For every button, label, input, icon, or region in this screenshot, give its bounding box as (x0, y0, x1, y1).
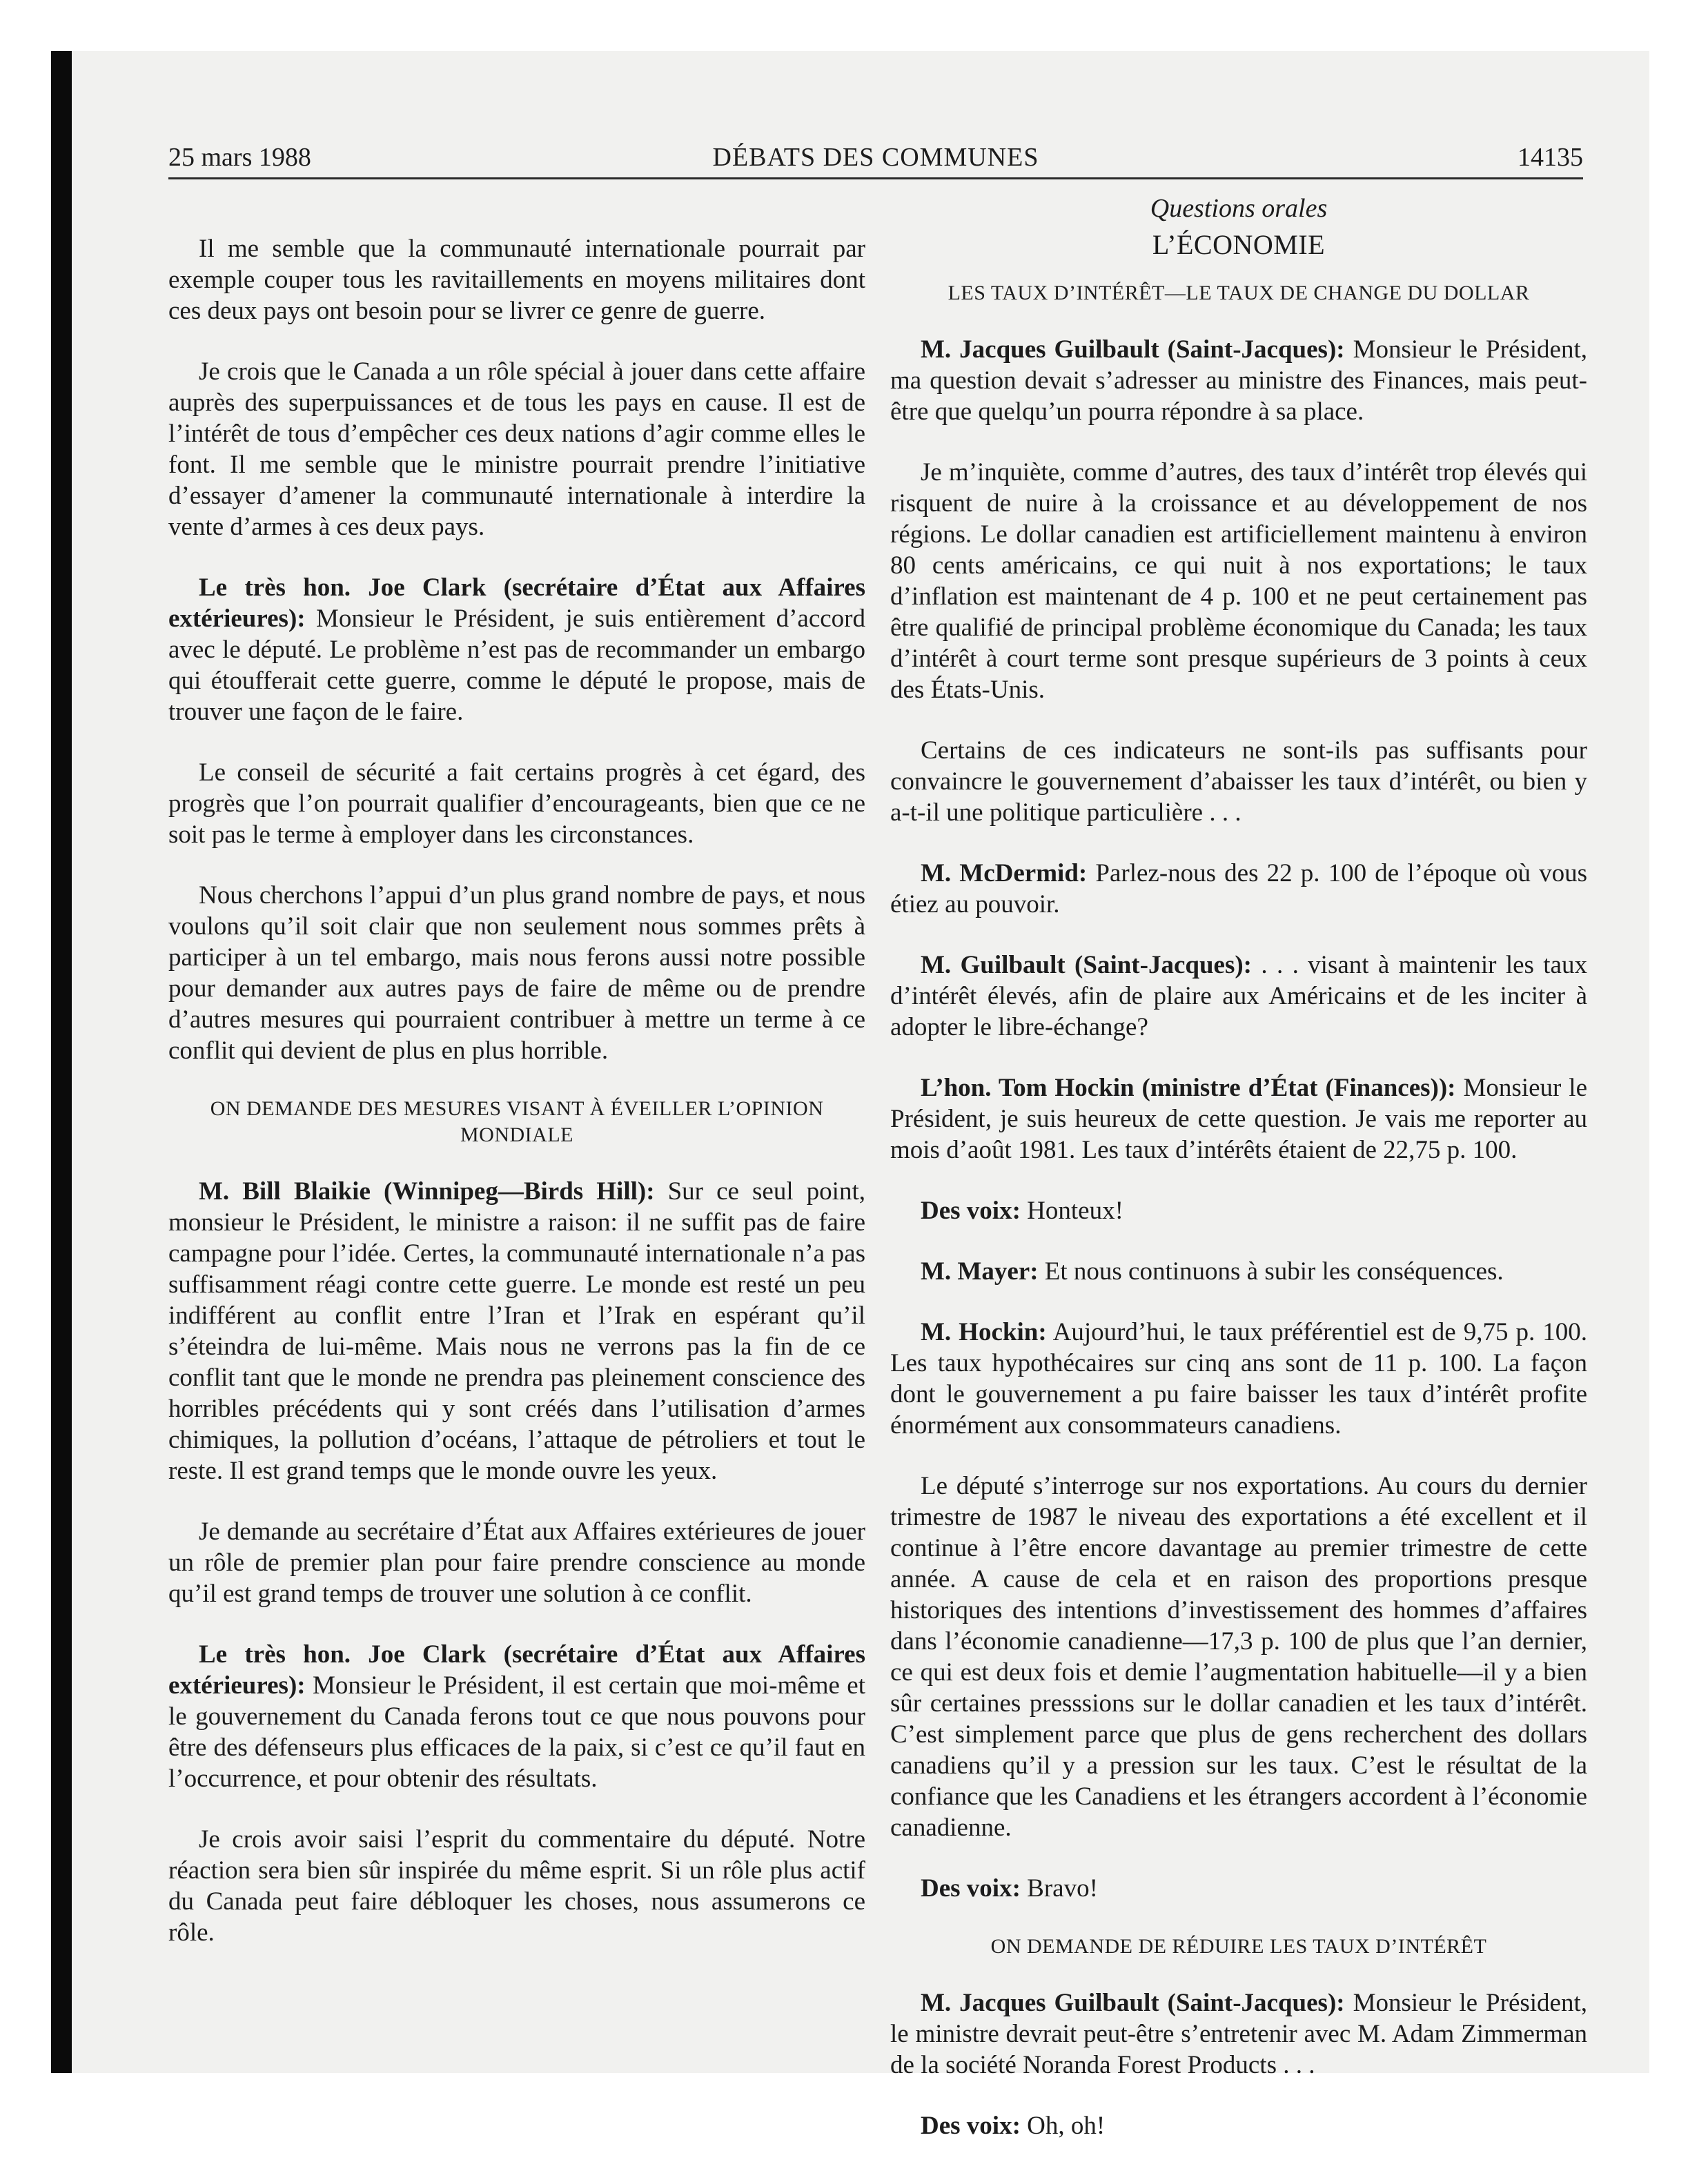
header-title: DÉBATS DES COMMUNES (712, 143, 1039, 172)
speaker-name: M. McDermid: (921, 859, 1088, 887)
speaker-name: M. Hockin: (921, 1318, 1047, 1346)
speaker-name: Des voix: (921, 1197, 1021, 1225)
paragraph: Certains de ces indicateurs ne sont-ils pas suffisants pour convaincre le gouvernement d’abaisser les taux d’intérêt, ou bien y a-t-il une politique particulière . . . (890, 736, 1587, 827)
speech-text: Sur ce seul point, monsieur le Président, le ministre a raison: il ne suffit pas de faire campagne pour l’idée. Certes, la communauté internationale n’a pas suffisamment réagi contre cette guerre. Le monde est resté un peu indifférent au conflit entre l’Iran et l’Irak en espérant qu’il s’éteindra de lui-même. Mais nous ne verrons pas la fin de ce conflit tant que le monde ne prendra pas pleinement conscience des horribles précédents qui y sont créés dans l’utilisation d’armes chimiques, la pollution d’océans, l’attaque de pétroliers et tout le reste. Il est grand temps que le monde ouvre les yeux. (168, 1177, 865, 1485)
section-title: L’ÉCONOMIE (1152, 229, 1326, 260)
paragraph (890, 1317, 1587, 1441)
paragraph: Je demande au secrétaire d’État aux Affaires extérieures de jouer un rôle de premier plan pour faire prendre conscience au monde qu’il est grand temps de trouver une solution à ce conflit. (168, 1517, 865, 1608)
paragraph (168, 572, 865, 727)
paragraph (890, 950, 1587, 1043)
paragraph (890, 1072, 1587, 1166)
subject-heading: LES TAUX D’INTÉRÊT—LE TAUX DE CHANGE DU DOLLAR (948, 282, 1530, 304)
section-label: Questions orales (1150, 194, 1328, 223)
paragraph: Je crois avoir saisi l’esprit du commentaire du député. Notre réaction sera bien sûr inspirée du même esprit. Si un rôle plus actif du Canada peut faire débloquer les choses, nous assumerons ce rôle. (168, 1825, 865, 1947)
paragraph: Il me semble que la communauté internationale pourrait par exemple couper tous les ravitaillements en moyens militaires dont ces deux pays ont besoin pour se livrer ce genre de guerre. (168, 235, 865, 325)
speaker-name: M. Guilbault (Saint-Jacques): (921, 951, 1252, 979)
paragraph: Le député s’interroge sur nos exportations. Au cours du dernier trimestre de 1987 le niveau des exportations a été excellent et il continue à l’être encore davantage au premier trimestre de cette année. A cause de cela et en raison des proportions presque historiques des intentions d’investissement des hommes d’affaires dans l’économie canadienne—17,3 p. 100 de plus que l’an dernier, ce qui est deux fois et demie l’augmentation habituelle—il y a bien sûr certaines presssions sur le dollar canadien et les taux d’intérêt. C’est simplement parce que plus de gens recherchent des dollars canadiens qu’il y a pression sur les taux. C’est le résultat de la confiance que les Canadiens et les étrangers accordent à l’économie canadienne. (890, 1472, 1587, 1842)
paragraph (890, 1987, 1587, 2081)
speaker-name: Le très hon. Joe Clark (secrétaire d’État aux Affaires extérieures): (168, 573, 865, 633)
paragraph (890, 1873, 1587, 1904)
paragraph (890, 1195, 1587, 1226)
speech-text: Parlez-nous des 22 p. 100 de l’époque où vous étiez au pouvoir. (890, 859, 1587, 918)
paragraph (168, 1176, 865, 1486)
paragraph (890, 1256, 1587, 1287)
left-column (168, 233, 865, 1978)
speech-text: Monsieur le Président, ma question devait s’adresser au ministre des Finances, mais peut-être que quelqu’un pourra répondre à sa place. (890, 335, 1587, 426)
paragraph: Le conseil de sécurité a fait certains progrès à cet égard, des progrès que l’on pourrait qualifier d’encourageants, bien que ce ne soit pas le terme à employer dans les circonstances. (168, 758, 865, 849)
speech-text: Monsieur le Président, je suis heureux de cette question. Je vais me reporter au mois d’août 1981. Les taux d’intérêts étaient de 22,75 p. 100. (890, 1074, 1588, 1164)
speech-text: Honteux! (1020, 1197, 1123, 1225)
speech-text: . . . visant à maintenir les taux d’intérêt élevés, afin de plaire aux Américains et de les inciter à adopter le libre-échange? (890, 951, 1587, 1041)
right-column (890, 192, 1587, 2171)
speech-text: Et nous continuons à subir les conséquences. (1038, 1257, 1504, 1286)
speaker-name: Le très hon. Joe Clark (secrétaire d’État aux Affaires extérieures): (168, 1640, 865, 1700)
speaker-name: Des voix: (921, 2112, 1021, 2140)
page-header (168, 138, 1583, 177)
paragraph: Nous cherchons l’appui d’un plus grand nombre de pays, et nous voulons qu’il soit clair que non seulement nous sommes prêts à participer à un tel embargo, mais nous ferons aussi notre possible pour demander aux autres pays de faire de même ou de prendre d’autres mesures qui pourraient contribuer à mettre un terme à ce conflit qui devient de plus en plus horrible. (168, 881, 865, 1065)
speech-text: Monsieur le Président, le ministre devrait peut-être s’entretenir avec M. Adam Zimmerman de la société Noranda Forest Products . . . (890, 1989, 1587, 2079)
header-date: 25 mars 1988 (168, 143, 311, 172)
speech-text: Oh, oh! (1020, 2112, 1106, 2140)
paragraph: Je m’inquiète, comme d’autres, des taux d’intérêt trop élevés qui risquent de nuire à la croissance et au développement de nos régions. Le dollar canadien est artificiellement maintenu à environ 80 cents américains, ce qui nuit à nos exportations; le taux d’inflation est maintenant de 4 p. 100 et ne peut certainement pas être qualifié de principal problème économique du Canada; les taux d’intérêt à court terme sont presque supérieurs de 3 points à ceux des États-Unis. (890, 458, 1587, 704)
speech-text: Monsieur le Président, il est certain que moi-même et le gouvernement du Canada ferons tout ce que nous pouvons pour être des défenseurs plus efficaces de la paix, si c’est ce qu’il faut en l’occurrence, et pour obtenir des résultats. (168, 1671, 865, 1793)
speech-text: Bravo! (1020, 1874, 1098, 1903)
speaker-name: L’hon. Tom Hockin (ministre d’État (Finances)): (921, 1074, 1456, 1102)
speaker-name: M. Mayer: (921, 1257, 1039, 1286)
paragraph (890, 2110, 1587, 2141)
speaker-name: Des voix: (921, 1874, 1021, 1903)
paragraph: Je crois que le Canada a un rôle spécial à jouer dans cette affaire auprès des superpuissances et de tous les pays en cause. Il est de l’intérêt de tous d’empêcher ces deux nations d’agir comme elles le font. Il me semble que le ministre pourrait prendre l’initiative d’essayer d’amener la communauté internationale à interdire la vente d’armes à ces deux pays. (168, 357, 865, 541)
speech-text: Aujourd’hui, le taux préférentiel est de 9,75 p. 100. Les taux hypothécaires sur cinq ans sont de 11 p. 100. La façon dont le gouvernement a pu faire baisser les taux d’intérêt profite énormément aux consommateurs canadiens. (890, 1318, 1587, 1440)
paragraph (890, 334, 1587, 427)
page-number: 14135 (1518, 143, 1583, 172)
speaker-name: M. Jacques Guilbault (Saint-Jacques): (921, 335, 1345, 364)
speaker-name: M. Jacques Guilbault (Saint-Jacques): (921, 1989, 1345, 2017)
subject-heading: ON DEMANDE DE RÉDUIRE LES TAUX D’INTÉRÊT (990, 1935, 1487, 1958)
header-rule (168, 177, 1583, 179)
paragraph (890, 858, 1587, 920)
speech-text: Monsieur le Président, je suis entièrement d’accord avec le député. Le problème n’est pas de recommander un embargo qui étoufferait cette guerre, comme le député le propose, mais de trouver une façon de le faire. (168, 605, 865, 726)
subject-heading: ON DEMANDE DES MESURES VISANT À ÉVEILLER L’OPINION MONDIALE (210, 1097, 824, 1146)
speaker-name: M. Bill Blaikie (Winnipeg—Birds Hill): (199, 1177, 655, 1206)
paragraph (168, 1639, 865, 1794)
binding-edge (51, 51, 72, 2073)
